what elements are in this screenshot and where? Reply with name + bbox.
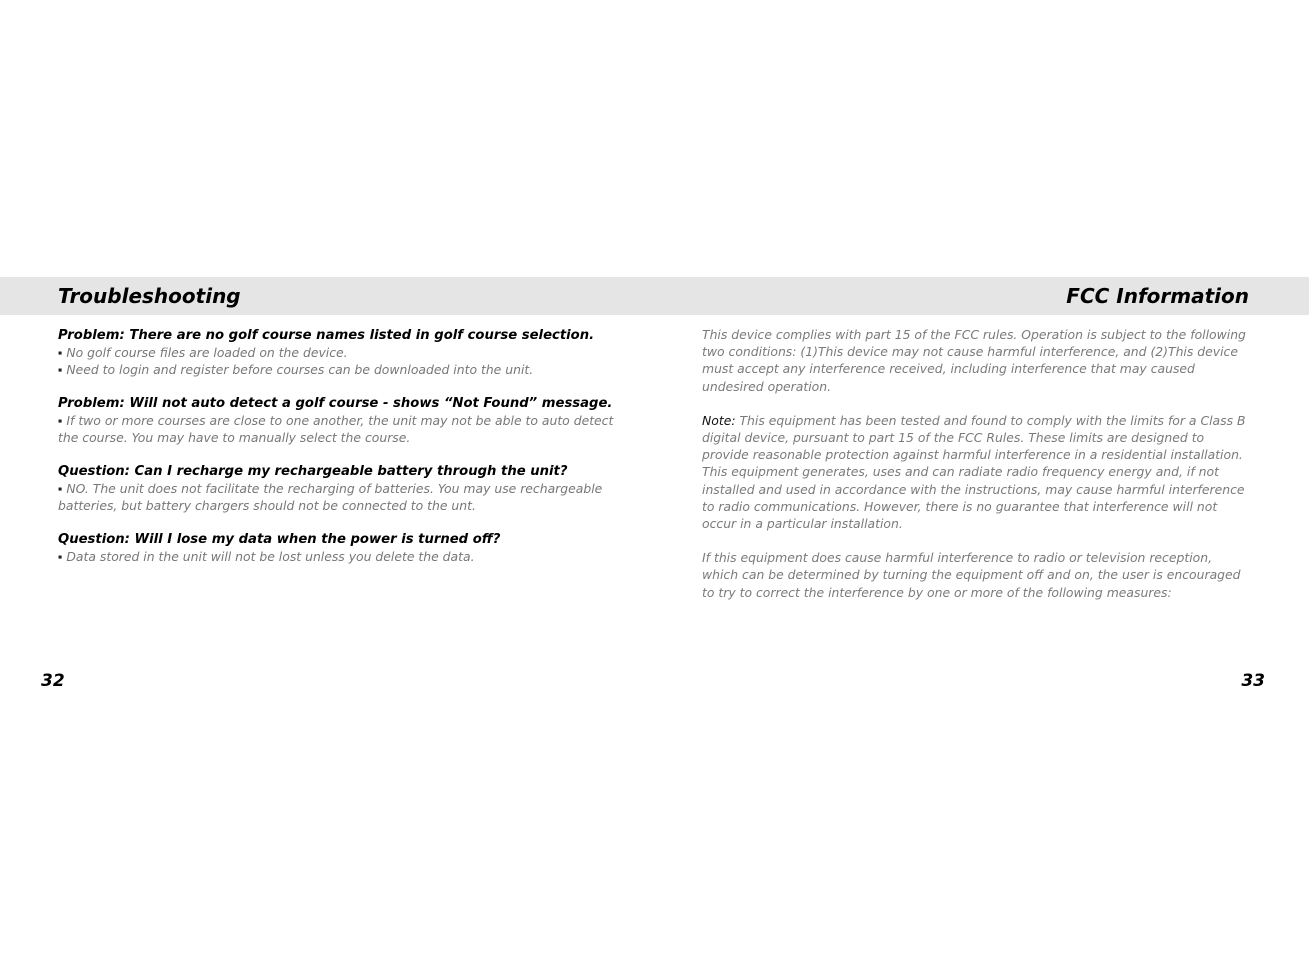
page-title-troubleshooting: Troubleshooting	[58, 284, 241, 308]
bullet-icon: ▪	[58, 481, 63, 496]
qa-item	[58, 327, 618, 378]
qa-item	[58, 395, 618, 446]
qa-heading: Question: Can I recharge my rechargeable battery through the unit?	[58, 464, 568, 479]
qa-line: ▪ NO. The unit does not facilitate the recharging of batteries. You may use rechargeable batteries, but battery chargers should not be connected to the unt.	[58, 481, 603, 513]
fcc-paragraph-note: Note: This equipment has been tested and found to comply with the limits for a Class B digital device, pursuant to part 15 of the FCC Rules. These limits are designed to provide reasonable protection against harmful interference in a residential installation. This equipment generates, uses and can radiate radio frequency energy and, if not installed and used in accordance with the instructions, may cause harmful interference to radio communications. However, there is no guarantee that interference will not occur in a particular installation.	[702, 412, 1246, 532]
fcc-paragraph-compliance: This device complies with part 15 of the FCC rules. Operation is subject to the following two conditions: (1)This device may not cause harmful interference, and (2)This device must accept any interference received, including interference that may caused undesired operation.	[702, 327, 1246, 394]
page-number-left: 32	[41, 671, 65, 691]
qa-line: ▪ Data stored in the unit will not be lost unless you delete the data.	[58, 549, 475, 564]
fcc-paragraph-measures: If this equipment does cause harmful interference to radio or television reception, which can be determined by turning the equipment off and on, the user is encouraged to try to correct the interference by one or more of the following measures:	[702, 550, 1241, 600]
bullet-icon: ▪	[58, 362, 63, 377]
bullet-icon: ▪	[58, 345, 63, 360]
bullet-icon: ▪	[58, 549, 63, 564]
qa-line: ▪ Need to login and register before courses can be downloaded into the unit.	[58, 362, 534, 377]
qa-line: ▪ If two or more courses are close to one another, the unit may not be able to auto detect the course. You may have to manually select the course.	[58, 413, 614, 445]
note-label: Note:	[702, 412, 736, 428]
bullet-icon: ▪	[58, 413, 63, 428]
troubleshooting-column	[58, 327, 618, 582]
qa-line: ▪ No golf course files are loaded on the device.	[58, 345, 348, 360]
qa-item	[58, 463, 618, 514]
qa-item	[58, 531, 618, 565]
page-number-right: 33	[1241, 671, 1265, 691]
qa-heading: Question: Will I lose my data when the power is turned off?	[58, 532, 501, 547]
fcc-column	[702, 326, 1252, 618]
qa-heading: Problem: There are no golf course names listed in golf course selection.	[58, 328, 595, 343]
qa-heading: Problem: Will not auto detect a golf course - shows “Not Found” message.	[58, 396, 613, 411]
page-title-fcc-information: FCC Information	[1066, 284, 1249, 308]
